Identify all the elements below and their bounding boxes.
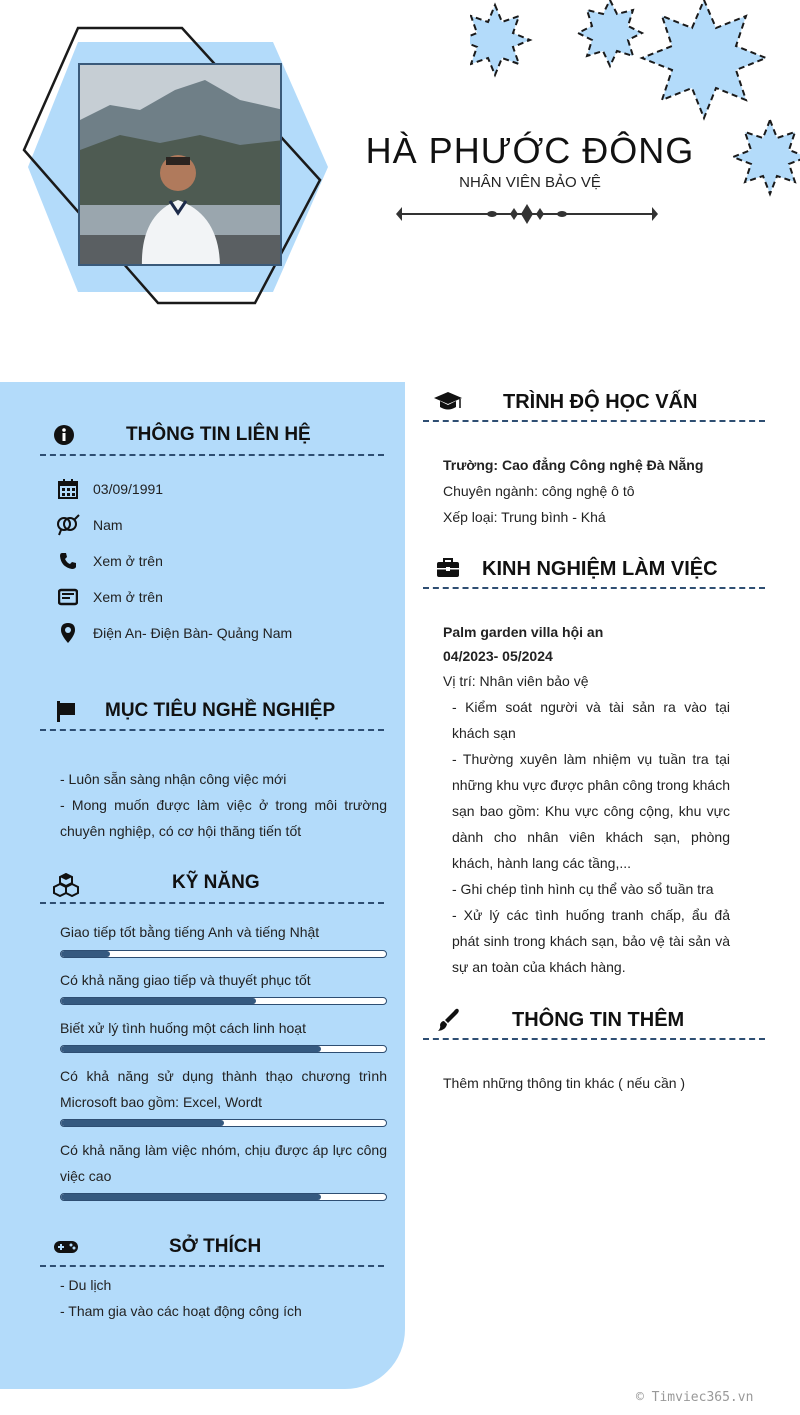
experience-duty: - Xử lý các tình huống tranh chấp, ẩu đả phát sinh trong khách sạn, bảo vệ tài sản và sự an toàn của khách hàng. <box>452 907 730 975</box>
phone-row <box>55 549 163 573</box>
birthday-row <box>55 477 163 501</box>
experience-position: Vị trí: Nhân viên bảo vệ <box>443 673 589 689</box>
briefcase-icon <box>436 558 460 578</box>
objective-section-title: MỤC TIÊU NGHỀ NGHIỆP <box>105 700 336 721</box>
graduation-cap-icon <box>433 391 463 413</box>
skill-bar <box>60 1193 387 1201</box>
ornament-divider <box>396 203 658 225</box>
education-divider <box>423 420 765 422</box>
hobbies-divider <box>40 1265 384 1267</box>
hobby-item: - Du lịch <box>60 1277 112 1293</box>
job-title: NHÂN VIÊN BẢO VỆ <box>459 174 601 191</box>
address-row <box>55 621 292 645</box>
watermark: © Timviec365.vn <box>636 1390 754 1405</box>
experience-company: Palm garden villa hội an <box>443 624 604 640</box>
skill-bar-fill <box>61 951 110 957</box>
skill-bar-fill <box>61 1046 321 1052</box>
skill-bar <box>60 1119 387 1127</box>
hobbies-section-title: SỞ THÍCH <box>169 1236 262 1257</box>
education-major: Chuyên ngành: công nghệ ô tô <box>443 483 635 499</box>
phone-icon <box>55 550 81 572</box>
skill-bar-fill <box>61 1120 224 1126</box>
experience-divider <box>423 587 765 589</box>
additional-text: Thêm những thông tin khác ( nếu cần ) <box>443 1075 686 1091</box>
profile-photo <box>78 63 282 266</box>
education-grade: Xếp loại: Trung bình - Khá <box>443 509 606 525</box>
info-icon <box>53 424 75 446</box>
flag-icon <box>55 700 77 722</box>
skill-bar <box>60 997 387 1005</box>
contact-divider <box>40 454 384 456</box>
experience-period: 04/2023- 05/2024 <box>443 648 553 664</box>
skills-section-title: KỸ NĂNG <box>172 872 260 893</box>
contact-section-title: THÔNG TIN LIÊN HỆ <box>126 424 311 445</box>
gender-value: Nam <box>93 517 123 533</box>
objective-line-2: - Mong muốn được làm việc ở trong môi trường chuyên nghiệp, có cơ hội thăng tiến tốt <box>60 797 387 839</box>
candidate-name: HÀ PHƯỚC ĐÔNG <box>365 130 695 171</box>
hobby-item: - Tham gia vào các hoạt động công ích <box>60 1303 302 1319</box>
experience-duty: - Kiểm soát người và tài sản ra vào tại khách sạn <box>452 699 730 741</box>
skill-bar-fill <box>61 998 256 1004</box>
skill-label: Giao tiếp tốt bằng tiếng Anh và tiếng Nhật <box>60 924 320 940</box>
phone-value[interactable]: Xem ở trên <box>93 553 163 569</box>
experience-section-title: KINH NGHIỆM LÀM VIỆC <box>482 558 718 580</box>
skill-label: Biết xử lý tình huống một cách linh hoạt <box>60 1020 306 1036</box>
additional-divider <box>423 1038 765 1040</box>
skill-label: Có khả năng sử dụng thành thạo chương trình Microsoft bao gồm: Excel, Wordt <box>60 1068 387 1110</box>
skill-label: Có khả năng giao tiếp và thuyết phục tốt <box>60 972 311 988</box>
skill-label: Có khả năng làm việc nhóm, chịu được áp lực công việc cao <box>60 1142 387 1184</box>
map-marker-icon <box>55 622 81 644</box>
education-section-title: TRÌNH ĐỘ HỌC VẤN <box>503 391 698 413</box>
brush-icon <box>436 1008 460 1032</box>
gamepad-icon <box>53 1239 79 1255</box>
skill-bar-fill <box>61 1194 321 1200</box>
email-row <box>55 585 163 609</box>
additional-section-title: THÔNG TIN THÊM <box>512 1009 685 1031</box>
cubes-icon <box>52 873 80 897</box>
gender-row <box>55 513 123 537</box>
objective-divider <box>40 729 384 731</box>
gender-icon <box>55 514 81 536</box>
experience-duty: - Ghi chép tình hình cụ thể vào sổ tuần tra <box>452 881 714 897</box>
calendar-icon <box>55 478 81 500</box>
objective-line-1: - Luôn sẵn sàng nhận công việc mới <box>60 771 287 787</box>
skills-divider <box>40 902 384 904</box>
education-school: Trường: Cao đẳng Công nghệ Đà Nẵng <box>443 457 704 473</box>
experience-duty: - Thường xuyên làm nhiệm vụ tuần tra tại những khu vực được phân công trong khách sạn bao gồm: Khu vực công cộng, khu vực dành cho nhân viên khách sạn, phòng khách, hành lang các tầng,... <box>452 751 730 871</box>
email-value[interactable]: Xem ở trên <box>93 589 163 605</box>
skill-bar <box>60 1045 387 1053</box>
envelope-icon <box>55 586 81 608</box>
birthday-value: 03/09/1991 <box>93 481 164 497</box>
skill-bar <box>60 950 387 958</box>
address-value: Điện An- Điện Bàn- Quảng Nam <box>93 625 293 641</box>
